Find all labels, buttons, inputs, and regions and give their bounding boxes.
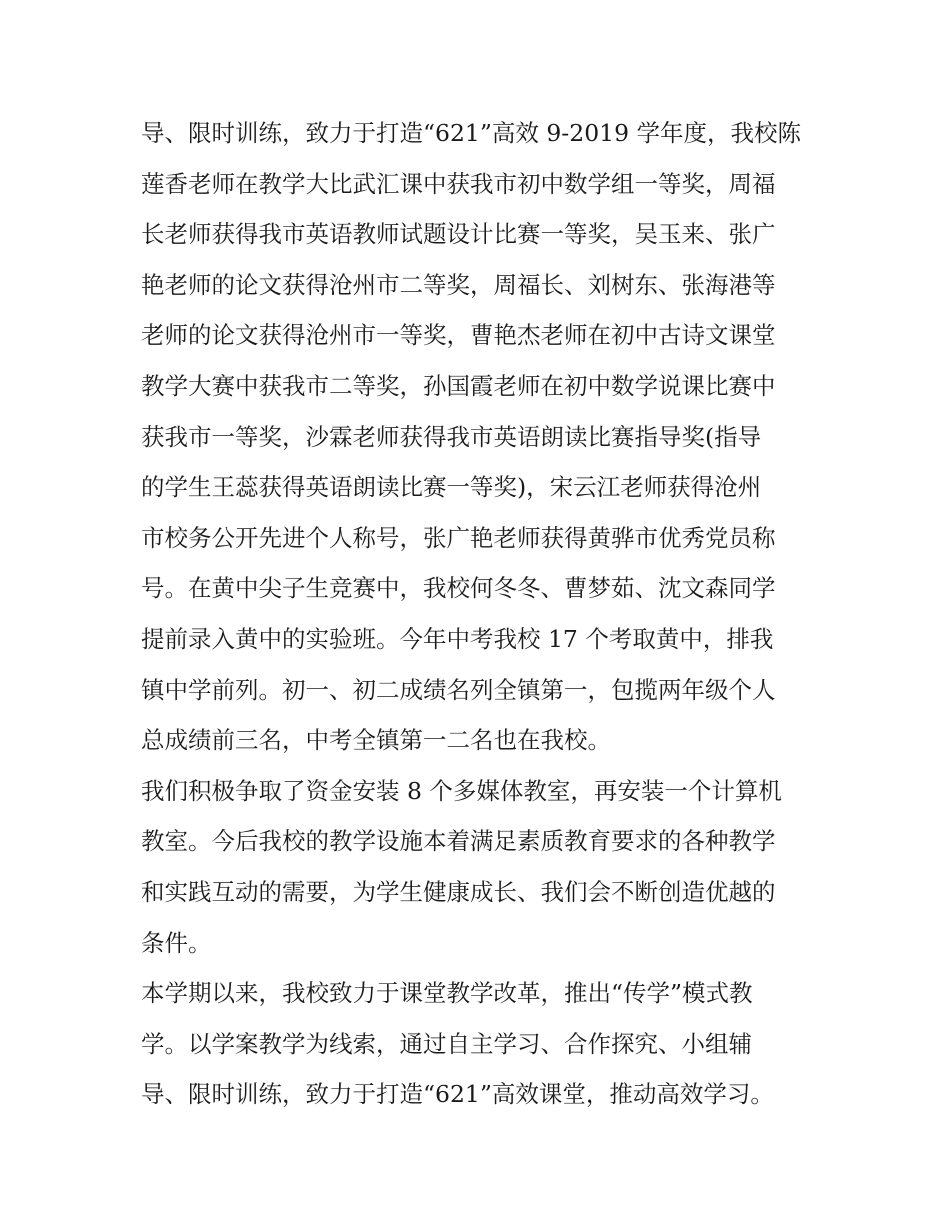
text-line: 条件。 — [141, 928, 212, 957]
text-line: 号。在黄中尖子生竞赛中，我校何冬冬、曹梦茹、沈文森同学 — [141, 574, 776, 603]
text-line: 获我市一等奖，沙霖老师获得我市英语朗读比赛指导奖(指导 — [141, 422, 762, 451]
paragraph-2 — [141, 766, 821, 968]
text-line: 莲香老师在教学大比武汇课中获我市初中数学组一等奖，周福 — [141, 169, 776, 198]
text-line: 镇中学前列。初一、初二成绩名列全镇第一，包揽两年级个人 — [141, 675, 776, 704]
text-line: 本学期以来，我校致力于课堂教学改革，推出“传学”模式教 — [141, 979, 753, 1008]
text-line: 老师的论文获得沧州市一等奖，曹艳杰老师在初中古诗文课堂 — [141, 321, 776, 350]
text-line: 导、限时训练，致力于打造“621”高效课堂，推动高效学习。 — [141, 1080, 774, 1109]
paragraph-1 — [141, 108, 821, 766]
text-line: 教学大赛中获我市二等奖，孙国霞老师在初中数学说课比赛中 — [141, 371, 776, 400]
text-line: 长老师获得我市英语教师试题设计比赛一等奖，吴玉来、张广 — [141, 220, 776, 249]
text-line: 教室。今后我校的教学设施本着满足素质教育要求的各种教学 — [141, 827, 776, 856]
text-line: 和实践互动的需要，为学生健康成长、我们会不断创造优越的 — [141, 877, 776, 906]
paragraph-3 — [141, 968, 821, 1120]
text-line: 的学生王蕊获得英语朗读比赛一等奖)，宋云江老师获得沧州 — [141, 473, 762, 502]
text-line: 导、限时训练，致力于打造“621”高效 9-2019 学年度，我校陈 — [141, 119, 802, 147]
text-line: 市校务公开先进个人称号，张广艳老师获得黄骅市优秀党员称 — [141, 523, 776, 552]
text-line: 总成绩前三名，中考全镇第一二名也在我校。 — [141, 726, 611, 755]
text-line: 学。以学案教学为线索，通过自主学习、合作探究、小组辅 — [141, 1029, 752, 1058]
text-line: 我们积极争取了资金安装 8 个多媒体教室，再安装一个计算机 — [141, 776, 782, 805]
text-line: 艳老师的论文获得沧州市二等奖，周福长、刘树东、张海港等 — [141, 270, 776, 299]
document-body — [141, 108, 821, 1120]
text-line: 提前录入黄中的实验班。今年中考我校 17 个考取黄中，排我 — [141, 624, 774, 653]
